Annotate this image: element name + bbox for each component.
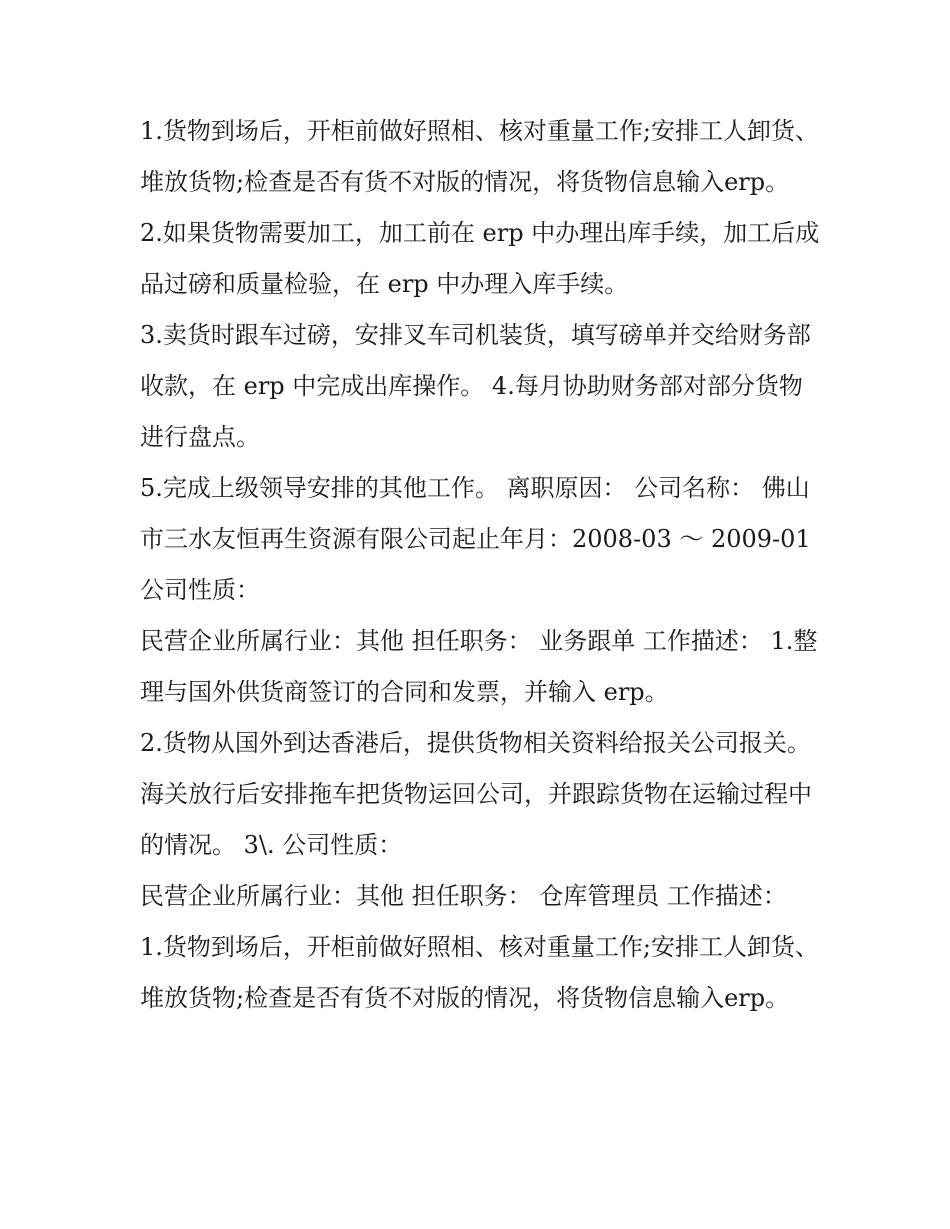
paragraph-sales-weighing: 3.卖货时跟车过磅，安排叉车司机装货，填写磅单并交给财务部收款，在 erp 中完成出库操作。 4.每月协助财务部对部分货物进行盘点。: [140, 321, 811, 451]
paragraph-processing: 2.如果货物需要加工，加工前在 erp 中办理出库手续，加工后成品过磅和质量检验，在 erp 中办理入库手续。: [140, 219, 820, 298]
paragraph-warehouse-arrival-repeat: 1.货物到场后，开柜前做好照相、核对重量工作;安排工人卸货、堆放货物;检查是否有货不对版的情况，将货物信息输入erp。: [140, 933, 819, 1012]
paragraph-warehouse-arrival: 1.货物到场后，开柜前做好照相、核对重量工作;安排工人卸货、堆放货物;检查是否有货不对版的情况，将货物信息输入erp。: [140, 117, 819, 196]
paragraph-customs-transport: 2.货物从国外到达香港后，提供货物相关资料给报关公司报关。海关放行后安排拖车把货物运回公司，并跟踪货物在运输过程中的情况。 3\. 公司性质：: [140, 729, 812, 859]
paragraph-other-duties-company: 5.完成上级领导安排的其他工作。 离职原因： 公司名称： 佛山市三水友恒再生资源有限公司起止年月：2008-03 ～ 2009-01 公司性质：: [140, 474, 819, 604]
paragraph-industry-merchandiser: 民营企业所属行业：其他 担任职务： 业务跟单 工作描述： 1.整理与国外供货商签订的合同和发票，并输入 erp。: [140, 627, 818, 706]
paragraph-industry-warehouse-keeper: 民营企业所属行业：其他 担任职务： 仓库管理员 工作描述：: [140, 882, 787, 910]
document-body: [140, 106, 820, 1024]
